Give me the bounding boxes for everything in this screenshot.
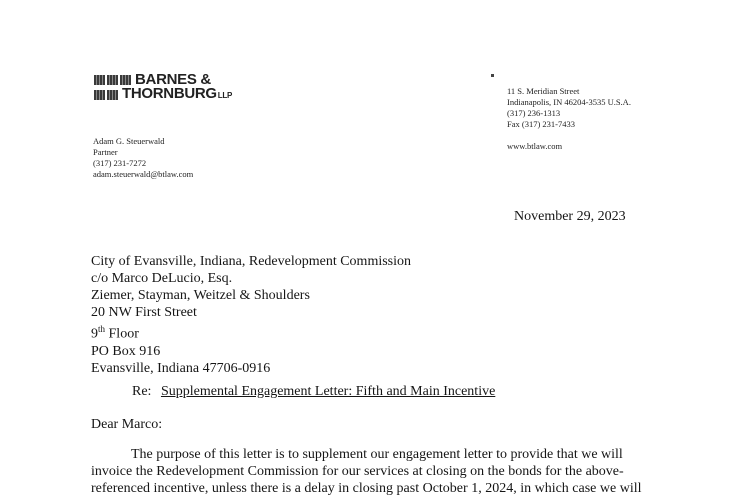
firm-fax: Fax (317) 231-7433 xyxy=(507,119,575,129)
letter-date: November 29, 2023 xyxy=(514,209,626,224)
re-line xyxy=(132,383,495,400)
logo-mark-icon-2 xyxy=(94,90,118,100)
paragraph-line: referenced incentive, unless there is a delay in closing past October 1, 2024, in which case we will xyxy=(91,481,642,496)
salutation: Dear Marco: xyxy=(91,417,163,432)
re-label: Re: xyxy=(132,384,152,399)
recipient-block xyxy=(91,253,411,377)
sender-block xyxy=(93,136,193,180)
logo-line-2: THORNBURGLLP xyxy=(122,85,233,102)
recipient-line: PO Box 916 xyxy=(91,343,161,359)
paragraph-line: invoice the Redevelopment Commission for our services at closing on the bonds for the above- xyxy=(91,464,624,479)
firm-logo xyxy=(94,72,232,102)
recipient-line: 20 NW First Street xyxy=(91,305,197,320)
logo-suffix: LLP xyxy=(217,91,233,100)
logo-line-1: BARNES & xyxy=(135,71,211,88)
recipient-line: Evansville, Indiana 47706-0916 xyxy=(91,360,271,376)
recipient-line: City of Evansville, Indiana, Redevelopment Commission xyxy=(91,254,412,269)
re-subject: Supplemental Engagement Letter: Fifth and Main Incentive xyxy=(160,384,496,399)
recipient-line: Ziemer, Stayman, Weitzel & Shoulders xyxy=(91,288,310,303)
sender-email[interactable]: adam.steuerwald@btlaw.com xyxy=(93,169,194,179)
logo-mark-icon xyxy=(94,75,131,85)
sender-title: Partner xyxy=(93,147,118,157)
firm-website[interactable]: www.btlaw.com xyxy=(507,141,563,151)
recipient-line: c/o Marco DeLucio, Esq. xyxy=(91,271,233,286)
firm-city: Indianapolis, IN 46204-3535 U.S.A. xyxy=(507,97,631,107)
sender-name: Adam G. Steuerwald xyxy=(93,136,165,146)
firm-street: 11 S. Meridian Street xyxy=(507,86,580,96)
recipient-floor: 9th Floor xyxy=(91,324,139,342)
sender-phone: (317) 231-7272 xyxy=(93,158,147,168)
paragraph-line: The purpose of this letter is to supplement our engagement letter to provide that we will xyxy=(131,447,623,462)
firm-address-block xyxy=(507,86,631,152)
decorative-dot xyxy=(491,74,494,77)
firm-phone: (317) 236-1313 xyxy=(507,108,561,118)
